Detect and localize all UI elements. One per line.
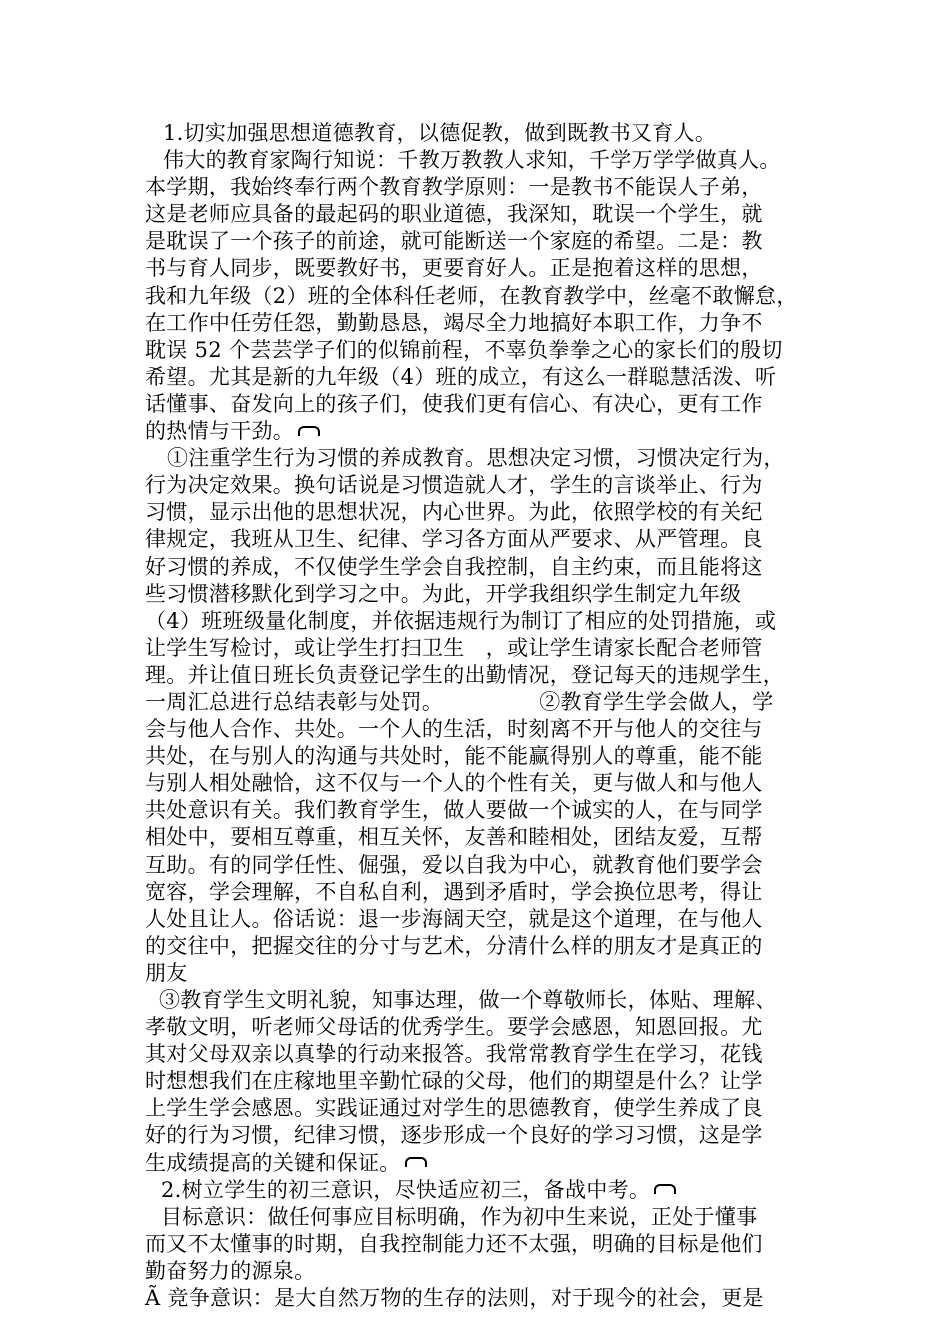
text-line-content: 而又不太懂事的时期，自我控制能力还不太强，明确的目标是他们 (145, 1231, 763, 1256)
text-line (145, 1231, 825, 1258)
text-line (145, 418, 825, 445)
text-line-content: Ã 竞争意识：是大自然万物的生存的法则，对于现今的社会，更是 (145, 1286, 764, 1311)
text-line-content: 些习惯潜移默化到学习之中。为此，开学我组织学生制定九年级 (145, 581, 742, 606)
text-line-content: 人处且让人。俗话说：退一步海阔天空，就是这个道理，在与他人 (145, 906, 763, 931)
text-line (145, 1177, 825, 1204)
text-line-content: 我和九年级（2）班的全体科任老师，在教育教学中，丝毫不敢懈怠， (145, 283, 798, 308)
text-line (145, 445, 825, 472)
text-line (145, 581, 825, 608)
text-line-content: 理。并让值日班长负责登记学生的出勤情况，登记每天的违规学生， (145, 662, 784, 687)
text-line-content: 生成绩提高的关键和保证。 (145, 1150, 401, 1175)
text-line-content: 相处中，要相互尊重，相互关怀，友善和睦相处，团结友爱，互帮 (145, 825, 763, 850)
text-line (145, 635, 825, 662)
document-body (145, 120, 825, 1312)
text-line-content: 会与他人合作、共处。一个人的生活，时刻离不开与他人的交往与 (145, 717, 763, 742)
text-line (145, 1068, 825, 1095)
text-line (145, 554, 825, 581)
text-line-content: 一周汇总进行总结表彰与处罚。 ②教育学生学会做人，学 (145, 689, 774, 714)
text-line-content: 目标意识：做任何事应目标明确，作为初中生来说，正处于懂事 (161, 1204, 758, 1229)
text-line-content: 的热情与干劲。 (145, 419, 295, 444)
text-line (145, 310, 825, 337)
paragraph-mark-icon (405, 1157, 427, 1167)
text-line (145, 1041, 825, 1068)
text-line (145, 364, 825, 391)
text-line (145, 228, 825, 255)
text-line-content: 时想想我们在庄稼地里辛勤忙碌的父母，他们的期望是什么？让学 (145, 1069, 763, 1094)
text-line-content: 耽误 52 个芸芸学子们的似锦前程，不辜负拳拳之心的家长们的殷切 (145, 337, 783, 362)
text-line (145, 689, 825, 716)
text-line (145, 147, 825, 174)
text-line-content: 这是老师应具备的最起码的职业道德，我深知，耽误一个学生，就 (145, 202, 763, 227)
text-line (145, 608, 825, 635)
text-line (145, 201, 825, 228)
text-line (145, 1095, 825, 1122)
text-line-content: 希望。尤其是新的九年级（4）班的成立，有这么一群聪慧活泼、听 (145, 364, 777, 389)
text-line (145, 743, 825, 770)
text-line-content: 好的行为习惯，纪律习惯，逐步形成一个良好的学习习惯，这是学 (145, 1123, 763, 1148)
text-line-content: 其对父母双亲以真挚的行动来报答。我常常教育学生在学习，花钱 (145, 1042, 763, 1067)
text-line (145, 662, 825, 689)
text-line-content: 律规定，我班从卫生、纪律、学习各方面从严要求、从严管理。良 (145, 527, 763, 552)
text-line-content: 伟大的教育家陶行知说：千教万教教人求知，千学万学学做真人。 (163, 148, 781, 173)
text-line (145, 1014, 825, 1041)
text-line (145, 337, 825, 364)
text-line (145, 716, 825, 743)
text-line-content: 宽容，学会理解，不自私自利，遇到矛盾时，学会换位思考，得让 (145, 879, 763, 904)
text-line-content: 1.切实加强思想道德教育，以德促教，做到既教书又育人。 (163, 121, 717, 145)
text-line-content: 让学生写检讨，或让学生打扫卫生 ，或让学生请家长配合老师管 (145, 635, 763, 660)
text-line (145, 797, 825, 824)
text-line (145, 852, 825, 879)
text-line-content: ①注重学生行为习惯的养成教育。思想决定习惯，习惯决定行为， (167, 446, 785, 471)
text-line-content: 互助。有的同学任性、倔强，爱以自我为中心，就教育他们要学会 (145, 852, 763, 877)
text-line-content: 上学生学会感恩。实践证通过对学生的思德教育，使学生养成了良 (145, 1096, 763, 1121)
text-line (145, 1122, 825, 1149)
text-line (145, 472, 825, 499)
text-line-content: 朋友 (145, 960, 188, 985)
text-line-content: 勤奋努力的源泉。 (145, 1258, 316, 1283)
text-line-content: 孝敬文明，听老师父母话的优秀学生。要学会感恩，知恩回报。尤 (145, 1015, 763, 1040)
text-line-content: 书与育人同步，既要教好书，更要育好人。正是抱着这样的思想， (145, 256, 763, 281)
text-line-content: 行为决定效果。换句话说是习惯造就人才，学生的言谈举止、行为 (145, 473, 763, 498)
text-line (145, 770, 825, 797)
text-line (145, 933, 825, 960)
text-line (145, 906, 825, 933)
text-line (145, 255, 825, 282)
text-line (145, 987, 825, 1014)
text-line-content: 是耽误了一个孩子的前途，就可能断送一个家庭的希望。二是：教 (145, 229, 763, 254)
text-line-content: 在工作中任劳任怨，勤勤恳恳，竭尽全力地搞好本职工作，力争不 (145, 310, 763, 335)
text-line (145, 824, 825, 851)
text-line (145, 879, 825, 906)
text-line (145, 1150, 825, 1177)
text-line (145, 1204, 825, 1231)
text-line-content: 的交往中，把握交往的分寸与艺术，分清什么样的朋友才是真正的 (145, 933, 763, 958)
paragraph-mark-icon (298, 426, 320, 436)
text-line-content: 与别人相处融恰，这不仅与一个人的个性有关，更与做人和与他人 (145, 771, 763, 796)
text-line-content: 本学期，我始终奉行两个教育教学原则：一是教书不能误人子弟， (145, 175, 763, 200)
text-line (145, 526, 825, 553)
text-line-content: 2.树立学生的初三意识，尽快适应初三，备战中考。 (161, 1177, 651, 1202)
text-line-content: 好习惯的养成，不仅使学生学会自我控制，自主约束，而且能将这 (145, 554, 763, 579)
text-line-content: 共处意识有关。我们教育学生，做人要做一个诚实的人，在与同学 (145, 798, 763, 823)
text-line (145, 1285, 825, 1312)
text-line-content: ③教育学生文明礼貌，知事达理，做一个尊敬师长，体贴、理解、 (159, 988, 777, 1012)
text-line (145, 174, 825, 201)
text-line (145, 499, 825, 526)
text-line (145, 1258, 825, 1285)
text-line (145, 391, 825, 418)
paragraph-mark-icon (654, 1184, 676, 1194)
text-line (145, 283, 825, 310)
text-line-content: 共处，在与别人的沟通与共处时，能不能赢得别人的尊重，能不能 (145, 744, 763, 769)
text-line (145, 960, 825, 987)
text-line-content: 习惯，显示出他的思想状况，内心世界。为此，依照学校的有关纪 (145, 500, 763, 525)
text-line (145, 120, 825, 147)
text-line-content: （4）班班级量化制度，并依据违规行为制订了相应的处罚措施，或 (145, 608, 777, 633)
text-line-content: 话懂事、奋发向上的孩子们，使我们更有信心、有决心，更有工作 (145, 391, 763, 416)
